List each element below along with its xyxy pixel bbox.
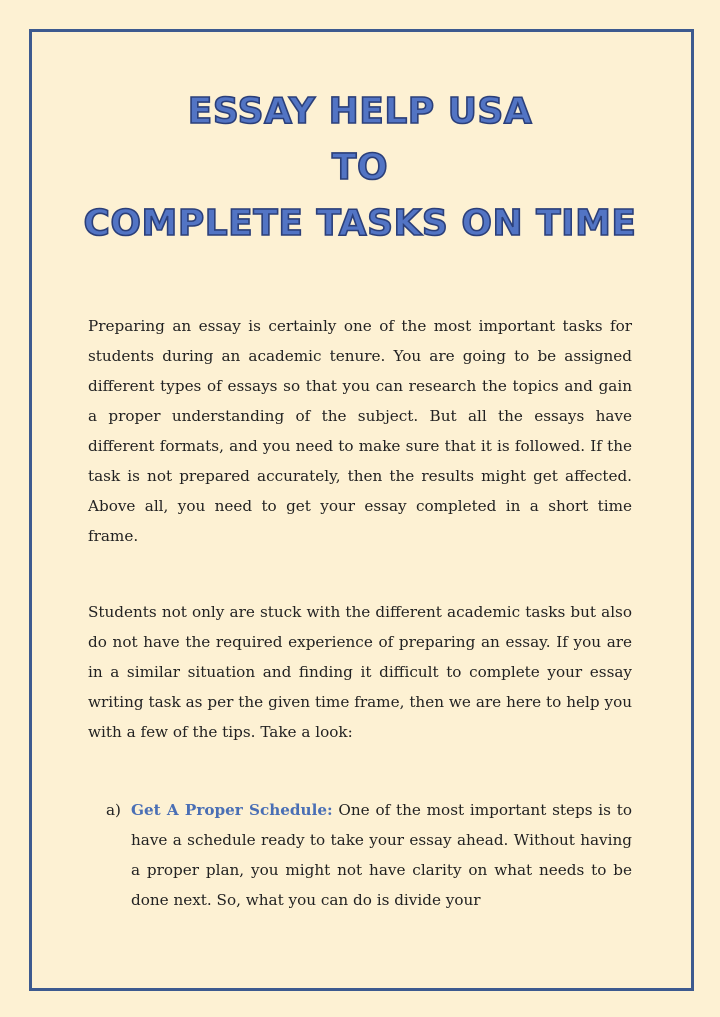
list-marker: a) — [106, 801, 121, 819]
tips-list — [106, 795, 632, 915]
list-item — [106, 795, 632, 915]
list-item-body: One of the most important steps is to have a schedule ready to take your essay ahead. Without having a proper plan, you might not have clarity on what needs to be done next. So, what you can do is divide your — [131, 801, 632, 909]
document-title — [0, 84, 720, 252]
list-item-text — [131, 795, 632, 915]
paragraph-intro: Preparing an essay is certainly one of the most important tasks for students during an academic tenure. You are going to be assigned different types of essays so that you can research the topics and gain a proper understanding of the subject. But all the essays have different formats, and you need to make sure that it is followed. If the task is not prepared accurately, then the results might get affected. Above all, you need to get your essay completed in a short time frame. — [88, 317, 632, 545]
list-item-heading: Get A Proper Schedule: — [131, 801, 333, 819]
title-line-2: TO — [331, 147, 389, 188]
title-line-3: COMPLETE TASKS ON TIME — [83, 203, 637, 244]
paragraph-students: Students not only are stuck with the different academic tasks but also do not have the required experience of preparing an essay. If you are in a similar situation and finding it difficult to complete your essay writing task as per the given time frame, then we are here to help you with a few of the tips. Take a look: — [88, 603, 632, 741]
title-line-1: ESSAY HELP USA — [187, 91, 533, 132]
